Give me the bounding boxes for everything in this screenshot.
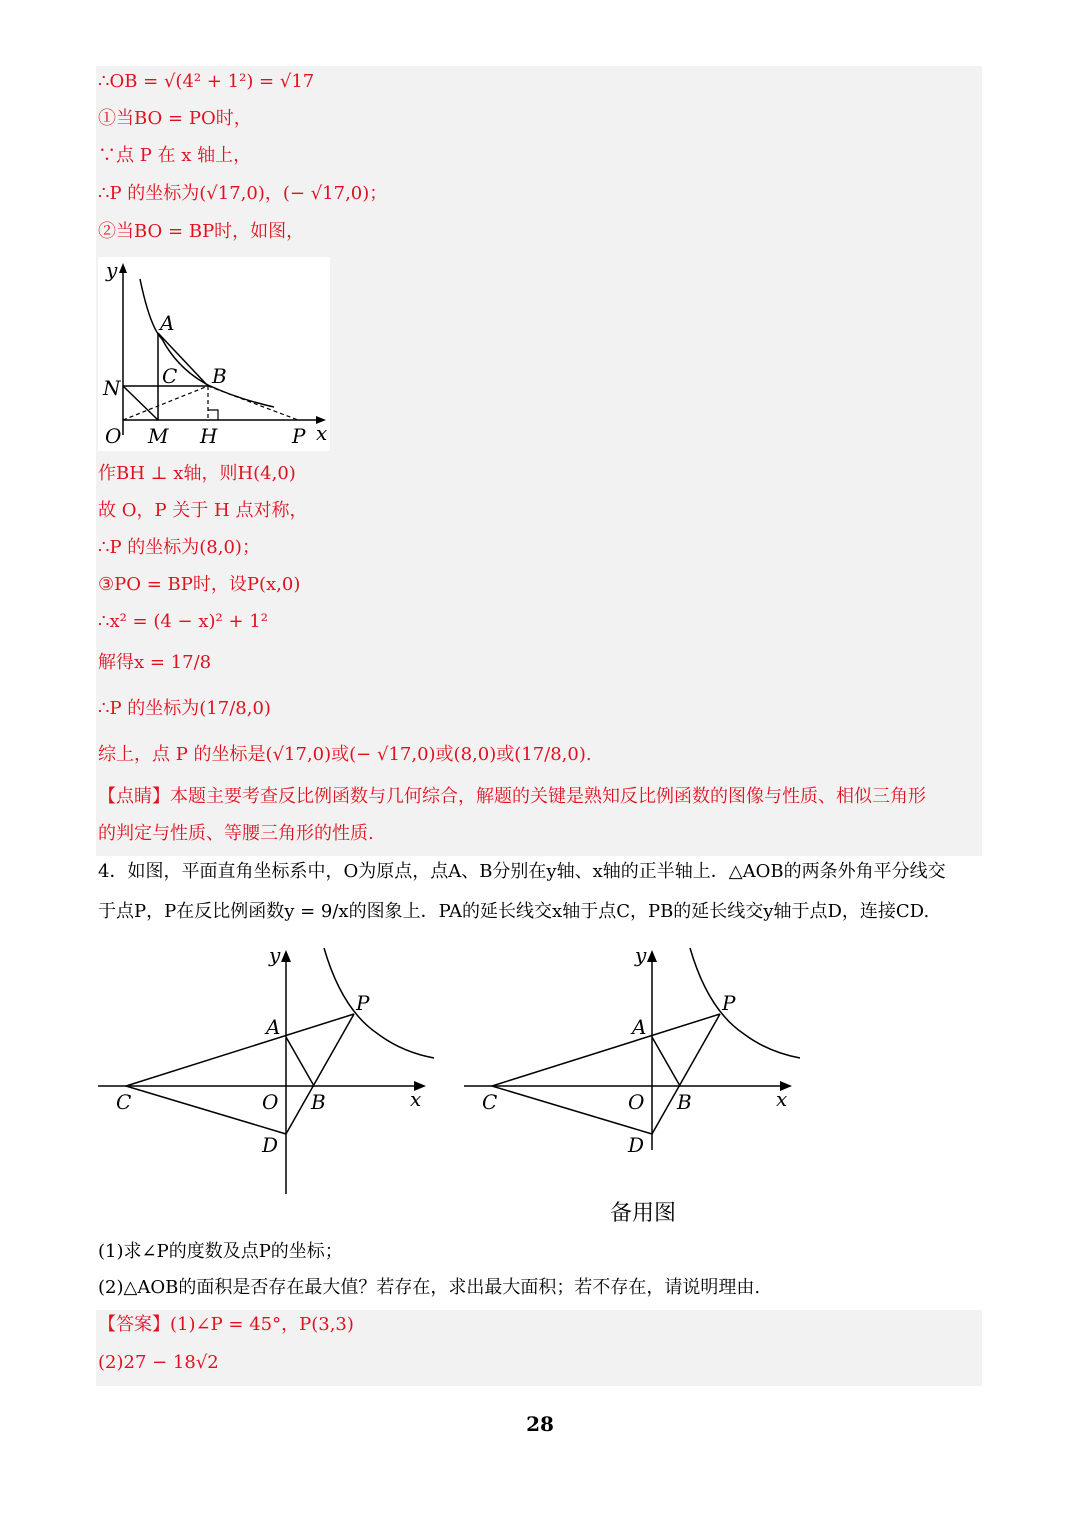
solution-line-5: ②当BO = BP时，如图， [98, 221, 305, 242]
label-c: C [116, 1090, 132, 1114]
label-o: O [628, 1090, 645, 1114]
case2-figure-background [98, 257, 330, 451]
hyperbola-curve [690, 948, 800, 1058]
answer-line-1: 【答案】(1)∠P = 45°，P(3,3) [98, 1314, 354, 1335]
solution-line-10: ∴x² = (4 − x)² + 1² [98, 611, 268, 632]
label-y: y [106, 258, 118, 282]
label-o: O [262, 1090, 279, 1114]
label-n: N [103, 376, 121, 400]
label-y: y [269, 943, 281, 967]
label-o: O [105, 424, 122, 448]
solution-line-4: ∴P 的坐标为(√17,0)，(− √17,0)； [98, 183, 388, 204]
label-b: B [311, 1090, 326, 1114]
label-x: x [776, 1087, 788, 1111]
label-m: M [148, 424, 169, 448]
label-b: B [677, 1090, 692, 1114]
page-number: 28 [526, 1412, 554, 1436]
solution-line-2: ①当BO = PO时， [98, 108, 252, 129]
label-a: A [266, 1015, 281, 1039]
label-d: D [628, 1133, 645, 1157]
case2-figure [98, 257, 330, 451]
y-axis-arrow [647, 950, 657, 962]
solution-line-6: 作BH ⊥ x轴，则H(4,0) [98, 463, 296, 484]
y-axis-arrow [281, 950, 291, 962]
label-d: D [262, 1133, 279, 1157]
label-x: x [316, 421, 328, 445]
solution-line-8: ∴P 的坐标为(8,0)； [98, 537, 260, 558]
label-b: B [212, 364, 227, 388]
label-y: y [635, 943, 647, 967]
solution-line-3: ∵点 P 在 x 轴上， [98, 145, 252, 166]
label-x: x [410, 1087, 422, 1111]
segment-ab [286, 1037, 314, 1086]
answer-line-2: (2)27 − 18√2 [98, 1352, 219, 1373]
comment-line-2: 的判定与性质、等腰三角形的性质. [98, 823, 374, 844]
label-p: P [722, 991, 736, 1015]
solution-line-1: ∴OB = √(4² + 1²) = √17 [98, 71, 315, 92]
subquestion-2: (2)△AOB的面积是否存在最大值？若存在，求出最大面积；若不存在，请说明理由. [98, 1277, 761, 1298]
backup-figure-caption: 备用图 [610, 1201, 677, 1226]
solution-line-7: 故 O，P 关于 H 点对称， [98, 500, 308, 521]
solution-line-13: 综上，点 P 的坐标是(√17,0)或(− √17,0)或(8,0)或(17/8,0). [98, 744, 592, 765]
label-p: P [292, 424, 306, 448]
question-figure-backup [462, 940, 812, 1160]
solution-line-12: ∴P 的坐标为(17/8,0) [98, 698, 271, 719]
label-c: C [482, 1090, 498, 1114]
label-h: H [200, 424, 218, 448]
solution-line-11: 解得x = 17/8 [98, 652, 212, 673]
subquestion-1: (1)求∠P的度数及点P的坐标； [98, 1241, 343, 1262]
question-line-1: 4．如图，平面直角坐标系中，O为原点，点A、B分别在y轴、x轴的正半轴上．△AOB的两条外角平分线交 [98, 861, 946, 882]
question-line-2: 于点P，P在反比例函数y = 9/x的图象上．PA的延长线交x轴于点C，PB的延长线交y轴于点D，连接CD. [98, 901, 930, 922]
segment-ab [652, 1037, 680, 1086]
hyperbola-curve [324, 948, 434, 1058]
comment-line-1: 【点睛】本题主要考查反比例函数与几何综合，解题的关键是熟知反比例函数的图像与性质、相似三角形 [98, 786, 926, 807]
label-a: A [632, 1015, 647, 1039]
question-figure-main [96, 940, 446, 1200]
label-a: A [160, 311, 175, 335]
label-p: P [356, 991, 370, 1015]
solution-line-9: ③PO = BP时，设P(x,0) [98, 574, 301, 595]
label-c: C [162, 364, 178, 388]
